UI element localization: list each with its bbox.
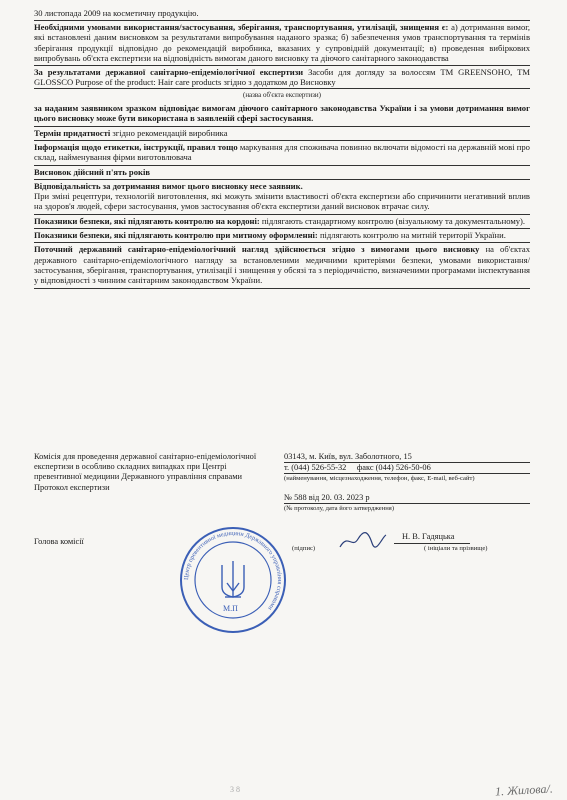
results-caption: (назва об'єкта експертизи) xyxy=(242,90,321,99)
protocol-number: № 588 від 20. 03. 2023 р xyxy=(284,493,530,504)
official-stamp xyxy=(178,525,288,635)
head-label: Голова комісії xyxy=(34,536,84,546)
results-title: За результатами державної санітарно-епідеміологічної експертизи xyxy=(34,67,304,78)
signer-caption: ( ініціали та прізвище) xyxy=(424,545,488,553)
handwritten-signature xyxy=(338,529,388,553)
compliance-section xyxy=(34,102,530,127)
shelf-life-title: Термін придатності xyxy=(34,127,111,138)
contacts-column xyxy=(284,452,530,556)
shelf-life-text: згідно рекомендацій виробника xyxy=(112,127,228,138)
protocol-caption: (№ протоколу, дата його затвердження) xyxy=(284,504,395,512)
stamp-ring-text: Центр превентивної медицини Державного управління справами xyxy=(182,529,284,612)
supervision-title: Поточний державний санітарно-епідеміологічний нагляд здійснюється згідно з вимогами цього висновку xyxy=(34,244,480,255)
results-text: Засоби для догляду за волоссям TM GREENSOHO, TM GLOSSCO Purpose of the product: Hair care products згідно з додатком до Висновку xyxy=(34,67,530,88)
border-control-title: Показники безпеки, які підлягають контролю на кордоні: xyxy=(34,215,260,226)
signer-captions xyxy=(284,544,530,556)
conditions-title: Необхідними умовами використання/застосування, зберігання, транспортування, утилізації, знищення є: xyxy=(34,22,449,32)
handwritten-note: 1. Жилова/. xyxy=(494,781,554,799)
signer-name: Н. В. Гадяцька xyxy=(402,532,455,542)
fax: (044) 526-50-06 xyxy=(375,463,431,473)
validity-text: Висновок дійсний п'ять років xyxy=(34,166,150,177)
signer-line xyxy=(284,532,530,544)
signature-caption: (підпис) xyxy=(292,545,316,553)
customs-section xyxy=(34,229,530,243)
border-control-text: підлягають стандартному контролю (візуальному та документальному). xyxy=(261,215,526,226)
address: 03143, м. Київ, вул. Заболотного, 15 xyxy=(284,452,530,463)
phone-line xyxy=(284,463,530,474)
stamp-initials: М.П xyxy=(223,604,238,613)
shelf-life-section xyxy=(34,127,530,141)
responsibility-text: При зміні рецептури, технологій виготовлення, які можуть змінити властивості об'єкта експертизи або спричинити негативний вплив на здоров'я людей, сфери застосування, умов застосування об'єкта експертизи даний висновок втрачає силу. xyxy=(34,191,530,212)
results-underline xyxy=(34,88,530,89)
supervision-text: на об'єктах державного санітарно-епідеміологічного нагляду за встановленими медичними критеріями безпеки, умовами використання/застосування, зберігання, транспортування, утилізації і знищення у обсязі та з періодичністю, визначеними програмами інспектування у відповідності з чинним санітарним законодавством України. xyxy=(34,244,530,286)
validity-section xyxy=(34,166,530,180)
conditions-text: а) дотримання вимог, які встановлені даним висновком за результатами випробування наданого зразка; б) забезпечення умов транспортування та термінів зберігання продукції відповідно до рекомендацій виробника, вказаних у супровідній документації; в) проведення вибіркових випробувань об'єкта експертизи на відповідність вимогам даного висновку та діючого санітарного законодавства xyxy=(34,22,530,63)
labeling-text: маркування для споживача повинно включати відомості на державній мові про склад, найменування фірми виготовлювача xyxy=(34,141,530,163)
commission-name: Комісія для проведення державної санітарно-епідеміологічної експертизи в особливо складних випадках при Центрі превентивної медицини Державного управління справами xyxy=(34,452,257,482)
address-caption: (найменування, місцезнаходження, телефон, факс, E-mail, веб-сайт) xyxy=(284,475,475,483)
results-section xyxy=(34,66,530,102)
labeling-section xyxy=(34,141,530,166)
phone: (044) 526-55-32 xyxy=(291,463,347,473)
supervision-section xyxy=(34,243,530,288)
border-control-section xyxy=(34,215,530,229)
header-line: 30 листопада 2009 на косметичну продукцію. xyxy=(34,8,530,21)
responsibility-title: Відповідальність за дотримання вимог цього висновку несе заявник. xyxy=(34,180,303,191)
customs-text: підлягають контролю на митній території України. xyxy=(319,230,506,241)
compliance-text: за наданим заявником зразком відповідає вимогам діючого санітарного законодавства України і за умови дотримання вимог цього висновку може бути використана в заявленій сфері застосування. xyxy=(34,103,530,124)
phone-prefix: т. xyxy=(284,463,290,473)
document-body xyxy=(34,8,530,289)
protocol-label: Протокол експертизи xyxy=(34,482,110,492)
trident-icon xyxy=(222,561,244,597)
conditions-section xyxy=(34,21,530,66)
fax-label: факс xyxy=(356,463,374,473)
responsibility-section xyxy=(34,180,530,215)
labeling-title: Інформація щодо етикетки, інструкції, правил тощо xyxy=(34,141,238,152)
pencil-mark: 3 8 xyxy=(230,785,240,794)
customs-title: Показники безпеки, які підлягають контролю при митному оформленні: xyxy=(34,230,318,241)
